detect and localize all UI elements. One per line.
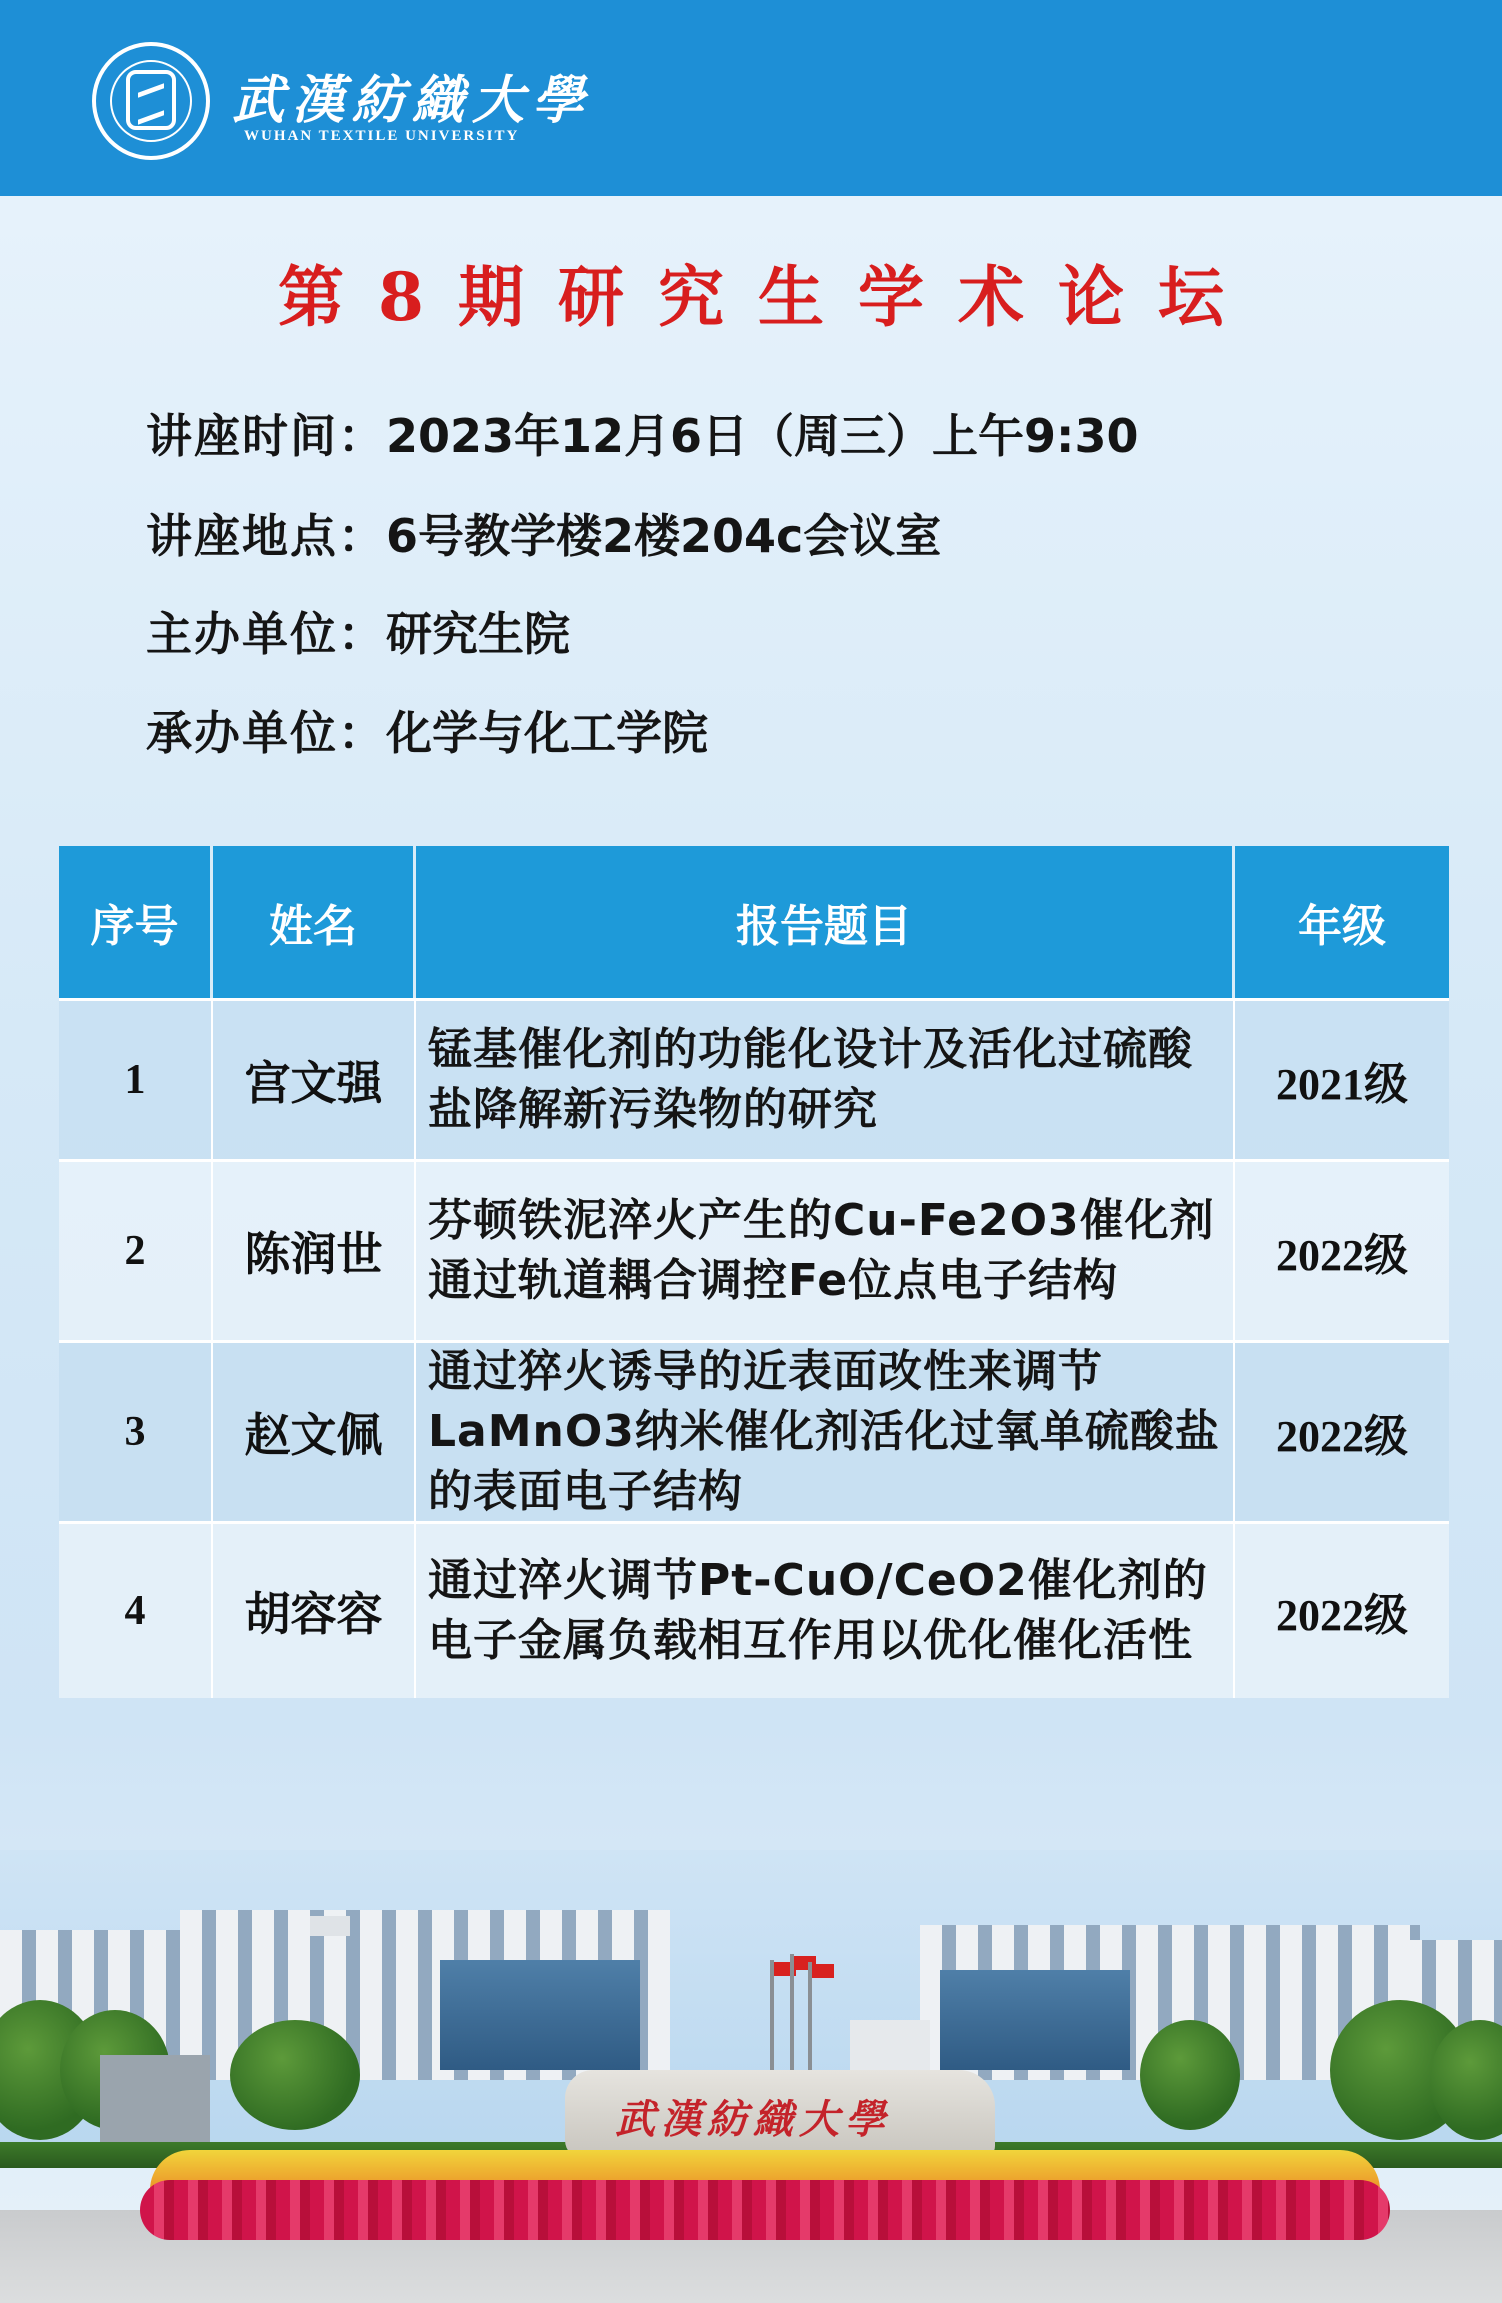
university-emblem-icon	[92, 42, 210, 160]
row-grade: 2022级	[1276, 1231, 1408, 1280]
row-name: 陈润世	[213, 1162, 416, 1340]
table-row	[59, 1343, 1449, 1521]
row-topic: 通过淬火调节Pt-CuO/CeO2催化剂的电子金属负载相互作用以优化催化活性	[416, 1524, 1235, 1698]
row-no: 3	[59, 1343, 213, 1521]
row-topic: 锰基催化剂的功能化设计及活化过硫酸盐降解新污染物的研究	[416, 1001, 1235, 1159]
row-grade: 2022级	[1276, 1591, 1408, 1640]
page-title: 第8期研究生学术论坛	[278, 258, 1258, 336]
info-organizer-label: 主办单位：	[146, 607, 386, 661]
row-topic: 芬顿铁泥淬火产生的Cu-Fe2O3催化剂通过轨道耦合调控Fe位点电子结构	[416, 1162, 1235, 1340]
row-name: 赵文佩	[213, 1343, 416, 1521]
info-co-organizer	[146, 697, 708, 763]
row-grade: 2022级	[1276, 1412, 1408, 1461]
info-location-value: 6号教学楼2楼204c会议室	[386, 509, 942, 563]
info-time-value: 2023年12月6日（周三）上午9:30	[386, 409, 1139, 463]
campus-photo	[0, 1850, 1502, 2303]
info-co-organizer-value: 化学与化工学院	[386, 706, 708, 760]
info-location-label: 讲座地点：	[146, 509, 386, 563]
header-topic: 报告题目	[416, 846, 1235, 998]
row-name: 胡容容	[213, 1524, 416, 1698]
info-organizer-value: 研究生院	[386, 607, 570, 661]
university-name-en: WUHAN TEXTILE UNIVERSITY	[244, 128, 520, 144]
header-grade: 年级	[1235, 846, 1449, 998]
university-name-cn: 武漢紡織大學	[232, 70, 593, 131]
info-organizer	[146, 598, 570, 664]
table-row	[59, 1001, 1449, 1159]
speaker-table	[59, 846, 1449, 1698]
row-name: 宫文强	[213, 1001, 416, 1159]
row-no: 1	[59, 1001, 213, 1159]
info-co-organizer-label: 承办单位：	[146, 706, 386, 760]
row-no: 2	[59, 1162, 213, 1340]
table-row	[59, 1162, 1449, 1340]
info-time-label: 讲座时间：	[146, 409, 386, 463]
info-time	[146, 400, 1138, 466]
table-row	[59, 1524, 1449, 1698]
row-topic: 通过猝火诱导的近表面改性来调节LaMnO3纳米催化剂活化过氧单硫酸盐的表面电子结构	[416, 1343, 1235, 1521]
header-name: 姓名	[213, 846, 416, 998]
header-bar	[0, 0, 1502, 196]
info-location	[146, 500, 941, 566]
row-grade: 2021级	[1276, 1060, 1408, 1109]
header-no: 序号	[59, 846, 213, 998]
stone-inscription: 武漢紡織大學	[615, 2096, 891, 2143]
row-no: 4	[59, 1524, 213, 1698]
